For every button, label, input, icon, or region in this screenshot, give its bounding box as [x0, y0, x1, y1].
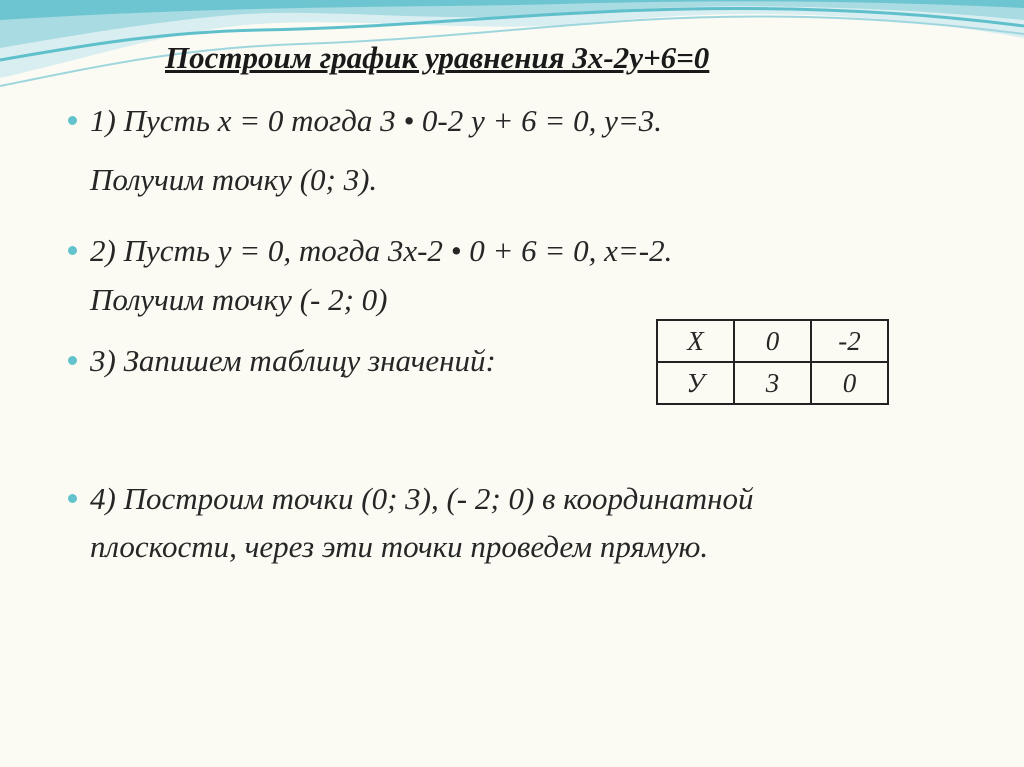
item-4-line-2: плоскости, через эти точки проведем прямую. [90, 529, 709, 564]
item-2-line-1: 2) Пусть у = 0, тогда 3х-2 • 0 + 6 = 0, х=-2. [90, 233, 673, 268]
table-row-y [657, 362, 888, 404]
item-2-line-2: Получим точку (- 2; 0) [90, 282, 388, 317]
item-3-line-1: 3) Запишем таблицу значений: [90, 343, 496, 378]
bullet-4 [68, 494, 77, 503]
table-cell: 3 [734, 362, 811, 404]
table-cell: -2 [811, 320, 888, 362]
table-cell: Х [657, 320, 734, 362]
values-table [656, 319, 889, 405]
table-cell: У [657, 362, 734, 404]
item-4-line-1: 4) Построим точки (0; 3), (- 2; 0) в координатной [90, 481, 754, 516]
bullet-1 [68, 116, 77, 125]
item-1-line-1: 1) Пусть х = 0 тогда 3 • 0-2 у + 6 = 0, у=3. [90, 103, 663, 138]
table-cell: 0 [734, 320, 811, 362]
bullet-3 [68, 356, 77, 365]
table-row-x [657, 320, 888, 362]
item-1-line-2: Получим точку (0; 3). [90, 162, 378, 197]
table-cell: 0 [811, 362, 888, 404]
bullet-2 [68, 246, 77, 255]
page-title: Построим график уравнения 3х-2у+6=0 [165, 40, 710, 75]
